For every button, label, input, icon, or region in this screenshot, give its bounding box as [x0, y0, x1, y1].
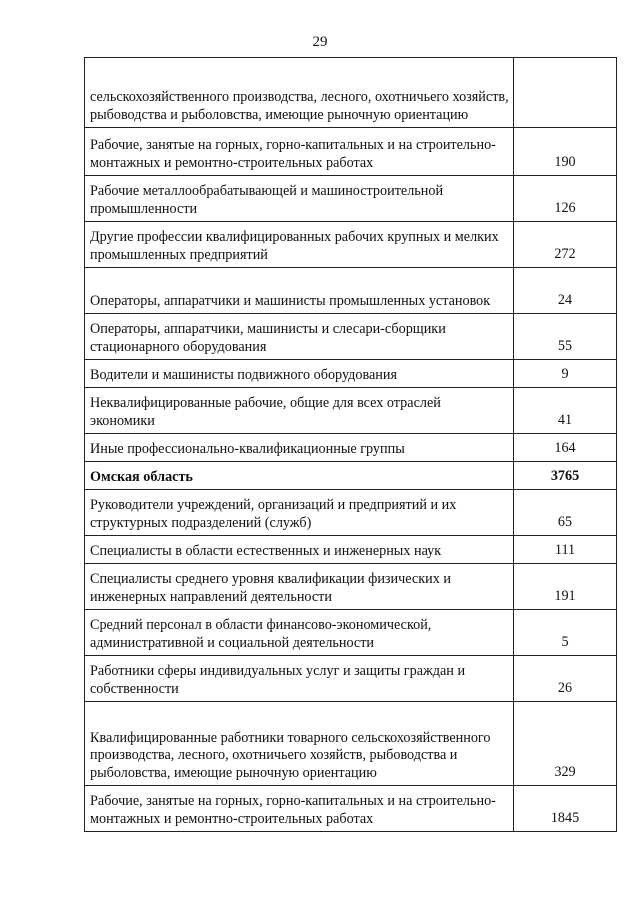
table-row — [85, 702, 617, 786]
row-label: Руководители учреждений, организаций и предприятий и их структурных подразделений (служб) — [85, 490, 514, 536]
row-value: 5 — [514, 610, 617, 656]
row-value: 191 — [514, 564, 617, 610]
row-value: 9 — [514, 360, 617, 388]
table-row — [85, 314, 617, 360]
row-value: 126 — [514, 176, 617, 222]
table-row — [85, 434, 617, 462]
table-row — [85, 610, 617, 656]
table-row — [85, 128, 617, 176]
row-label: Специалисты среднего уровня квалификации физических и инженерных направлений деятельности — [85, 564, 514, 610]
row-value: 3765 — [514, 462, 617, 490]
row-label: Специалисты в области естественных и инженерных наук — [85, 536, 514, 564]
row-value — [514, 58, 617, 128]
table-row — [85, 786, 617, 832]
row-label: Рабочие, занятые на горных, горно-капитальных и на строительно-монтажных и ремонтно-строительных работах — [85, 786, 514, 832]
row-value: 26 — [514, 656, 617, 702]
row-value: 55 — [514, 314, 617, 360]
row-value: 111 — [514, 536, 617, 564]
table-row — [85, 176, 617, 222]
row-label: Квалифицированные работники товарного сельскохозяйственного производства, лесного, охотничьего хозяйств, рыбоводства и рыболовства, имеющие рыночную ориентацию — [85, 702, 514, 786]
row-label: Операторы, аппаратчики и машинисты промышленных установок — [85, 268, 514, 314]
row-value: 272 — [514, 222, 617, 268]
row-label: Рабочие, занятые на горных, горно-капитальных и на строительно-монтажных и ремонтно-строительных работах — [85, 128, 514, 176]
row-value: 329 — [514, 702, 617, 786]
row-label: Средний персонал в области финансово-экономической, административной и социальной деятельности — [85, 610, 514, 656]
row-value: 164 — [514, 434, 617, 462]
row-label: Неквалифицированные рабочие, общие для всех отраслей экономики — [85, 388, 514, 434]
table-row — [85, 58, 617, 128]
row-label: Операторы, аппаратчики, машинисты и слесари-сборщики стационарного оборудования — [85, 314, 514, 360]
row-value: 1845 — [514, 786, 617, 832]
row-value: 65 — [514, 490, 617, 536]
table-row — [85, 360, 617, 388]
table-row — [85, 656, 617, 702]
profession-table — [84, 57, 617, 832]
table-row — [85, 536, 617, 564]
row-value: 24 — [514, 268, 617, 314]
row-value: 41 — [514, 388, 617, 434]
table-row — [85, 564, 617, 610]
row-value: 190 — [514, 128, 617, 176]
table-body — [85, 58, 617, 832]
row-label: Омская область — [85, 462, 514, 490]
row-label: Рабочие металлообрабатывающей и машиностроительной промышленности — [85, 176, 514, 222]
row-label: Водители и машинисты подвижного оборудования — [85, 360, 514, 388]
table-row — [85, 490, 617, 536]
row-label: Иные профессионально-квалификационные группы — [85, 434, 514, 462]
table-row — [85, 222, 617, 268]
row-label: Работники сферы индивидуальных услуг и защиты граждан и собственности — [85, 656, 514, 702]
table-row — [85, 388, 617, 434]
row-label: Другие профессии квалифицированных рабочих крупных и мелких промышленных предприятий — [85, 222, 514, 268]
table-row-region — [85, 462, 617, 490]
table-row — [85, 268, 617, 314]
row-label: сельскохозяйственного производства, лесного, охотничьего хозяйств, рыбоводства и рыболовства, имеющие рыночную ориентацию — [85, 58, 514, 128]
page-number: 29 — [312, 34, 328, 50]
